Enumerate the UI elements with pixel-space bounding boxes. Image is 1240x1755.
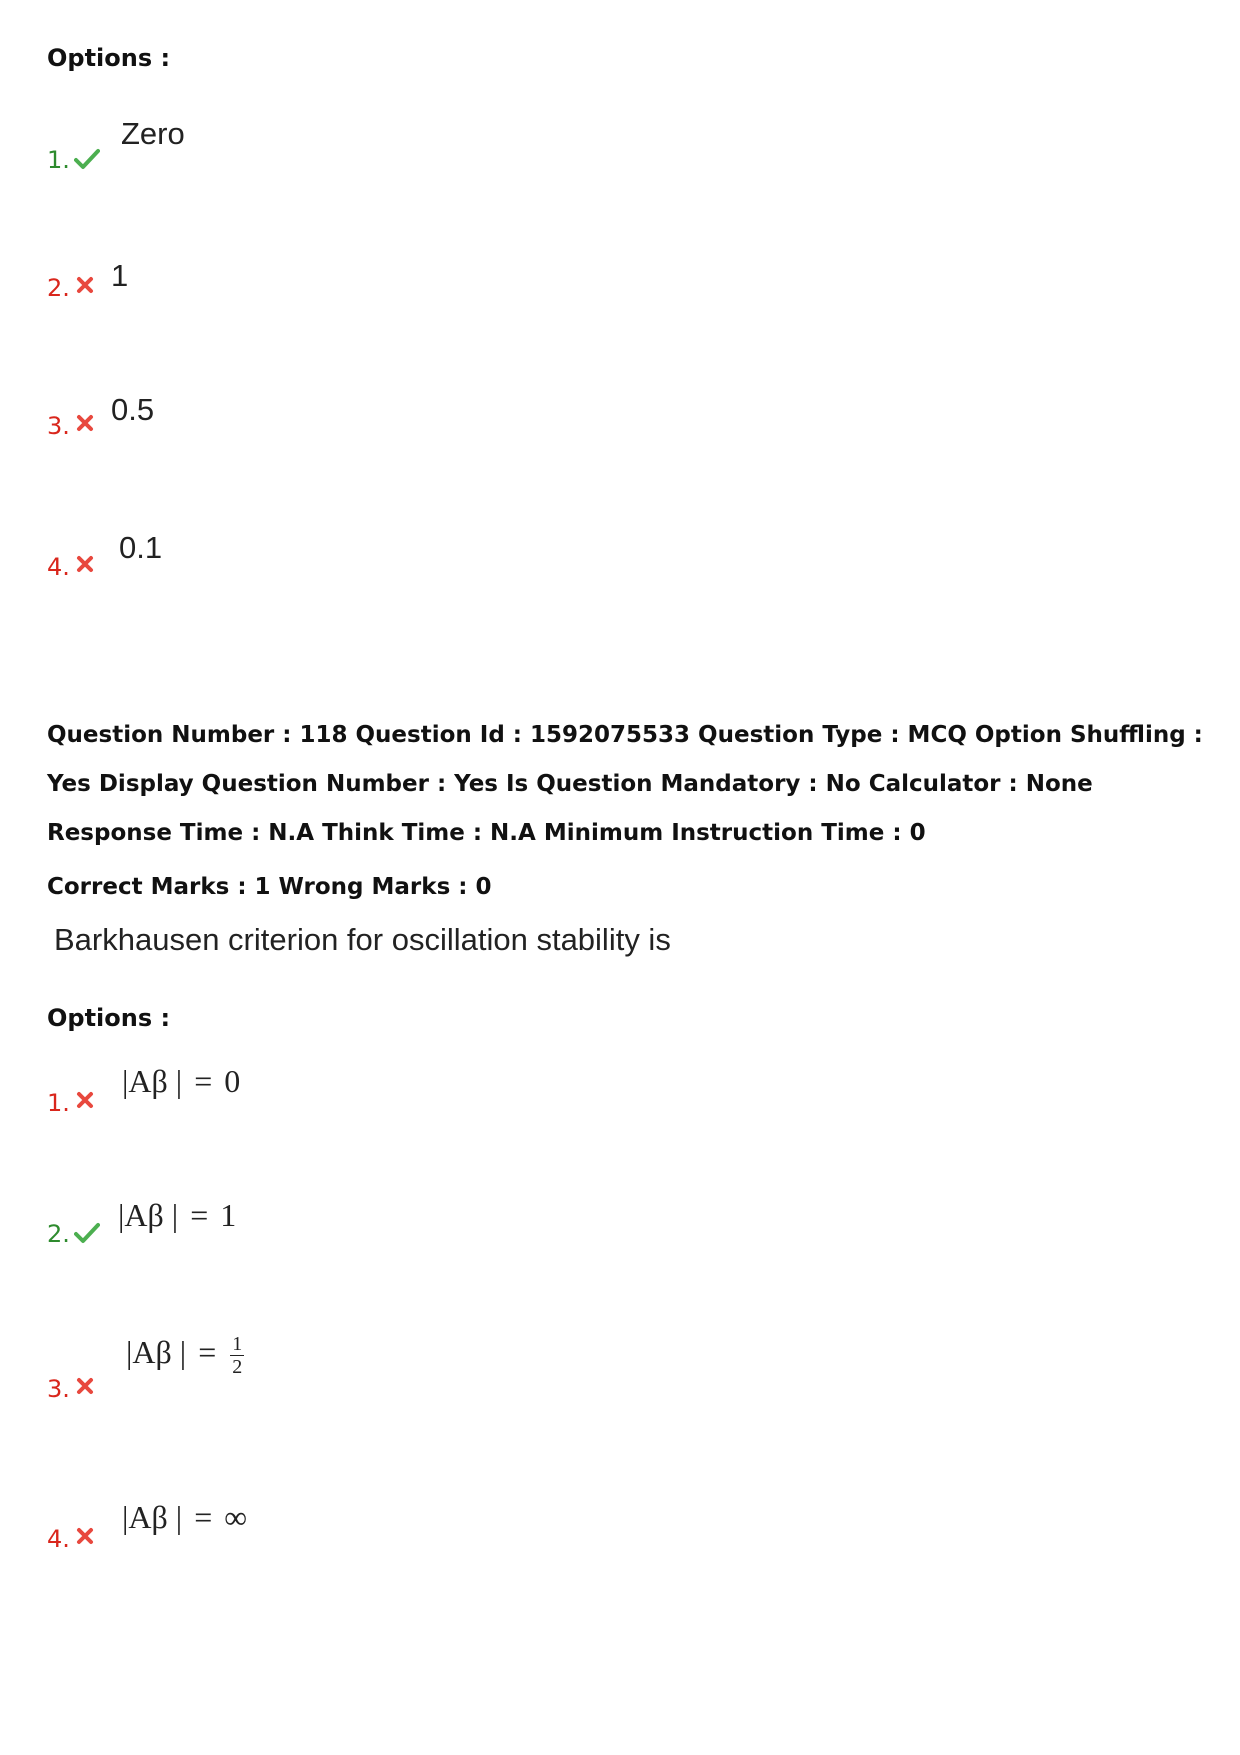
option-number: 4. <box>47 553 70 581</box>
formula-lhs: |Aβ | <box>126 1334 187 1370</box>
check-icon <box>74 1222 100 1244</box>
formula-rhs: 0 <box>224 1063 241 1099</box>
options-heading: Options : <box>47 1004 171 1032</box>
options-heading: Options : <box>47 44 171 72</box>
option-text: 1 <box>111 258 129 293</box>
option-number: 1. <box>47 146 70 174</box>
formula-equals: = <box>190 1197 209 1233</box>
fraction-denominator: 2 <box>232 1356 243 1379</box>
check-icon <box>74 148 100 170</box>
option-number: 3. <box>47 412 70 440</box>
cross-icon <box>76 414 94 432</box>
option-number: 3. <box>47 1375 70 1403</box>
option-formula <box>122 1499 247 1536</box>
formula-lhs: |Aβ | <box>122 1499 183 1535</box>
option-formula <box>122 1063 240 1100</box>
formula-equals: = <box>194 1499 213 1535</box>
cross-icon <box>76 1377 94 1395</box>
formula-lhs: |Aβ | <box>118 1197 179 1233</box>
option-text: Zero <box>121 116 185 151</box>
formula-equals: = <box>198 1334 217 1370</box>
option-formula <box>126 1334 244 1377</box>
formula-rhs: 1 <box>220 1197 237 1233</box>
option-number: 2. <box>47 274 70 302</box>
option-text: 0.5 <box>111 392 155 427</box>
question-meta: Question Number : 118 Question Id : 1592075533 Question Type : MCQ Option Shuffling : Yes Display Question Number : Yes Is Question Mandatory : No Calculator : None Response Time : N.A Think Time : N.A Minimum Instruction Time : 0 <box>47 722 1203 846</box>
cross-icon <box>76 1091 94 1109</box>
fraction <box>230 1334 244 1377</box>
option-number: 1. <box>47 1089 70 1117</box>
option-text: 0.1 <box>119 530 163 565</box>
option-number: 4. <box>47 1525 70 1553</box>
fraction-numerator: 1 <box>232 1333 243 1356</box>
marks-line: Correct Marks : 1 Wrong Marks : 0 <box>47 874 492 900</box>
formula-rhs: ∞ <box>224 1499 248 1535</box>
option-number: 2. <box>47 1220 70 1248</box>
formula-equals: = <box>194 1063 213 1099</box>
cross-icon <box>76 555 94 573</box>
cross-icon <box>76 276 94 294</box>
formula-lhs: |Aβ | <box>122 1063 183 1099</box>
option-formula <box>118 1197 236 1234</box>
cross-icon <box>76 1527 94 1545</box>
question-stem: Barkhausen criterion for oscillation stability is <box>54 922 671 957</box>
